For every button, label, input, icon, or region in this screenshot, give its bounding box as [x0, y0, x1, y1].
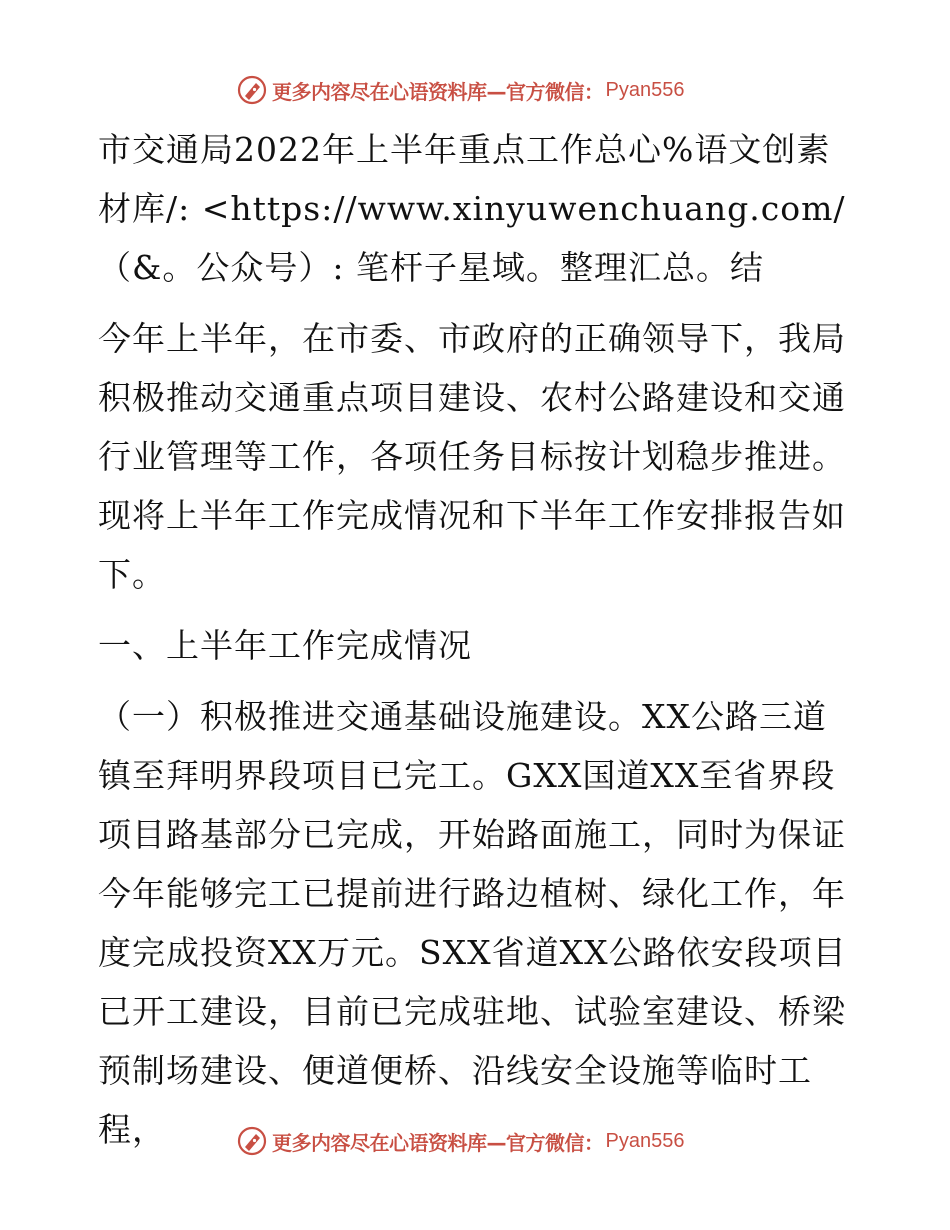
banner-account: Pyan556	[605, 78, 685, 101]
banner-account: Pyan556	[605, 1129, 685, 1152]
banner-text: 更多内容尽在心语资料库—官方微信：	[272, 79, 604, 104]
banner-text: 更多内容尽在心语资料库—官方微信：	[272, 1130, 604, 1155]
pen-nib-logo-icon	[236, 1125, 268, 1157]
document-title: 市交通局2022年上半年重点工作总心%语文创素材库/: <https://www.xinyuwenchuang.com/（&。公众号）: 笔杆子星域。整理汇总。结	[98, 130, 846, 287]
section-heading: 一、上半年工作完成情况	[98, 626, 472, 665]
intro-paragraph: 今年上半年，在市委、市政府的正确领导下，我局积极推动交通重点项目建设、农村公路建设和交通行业管理等工作，各项任务目标按计划稳步推进。现将上半年工作完成情况和下半年工作安排报告如下。	[98, 319, 846, 594]
subsection-paragraph: （一）积极推进交通基础设施建设。XX公路三道镇至拜明界段项目已完工。GXX国道XX至省界段项目路基部分已完成，开始路面施工，同时为保证今年能够完工已提前进行路边植树、绿化工作，年度完成投资XX万元。SXX省道XX公路依安段项目已开工建设，目前已完成驻地、试验室建设、桥梁预制场建设、便道便桥、沿线安全设施等临时工程，	[98, 697, 847, 1149]
pen-nib-logo-icon	[236, 74, 268, 106]
footer-watermark-banner	[236, 1124, 684, 1158]
header-watermark-banner	[236, 73, 684, 107]
document-body	[98, 120, 860, 1159]
